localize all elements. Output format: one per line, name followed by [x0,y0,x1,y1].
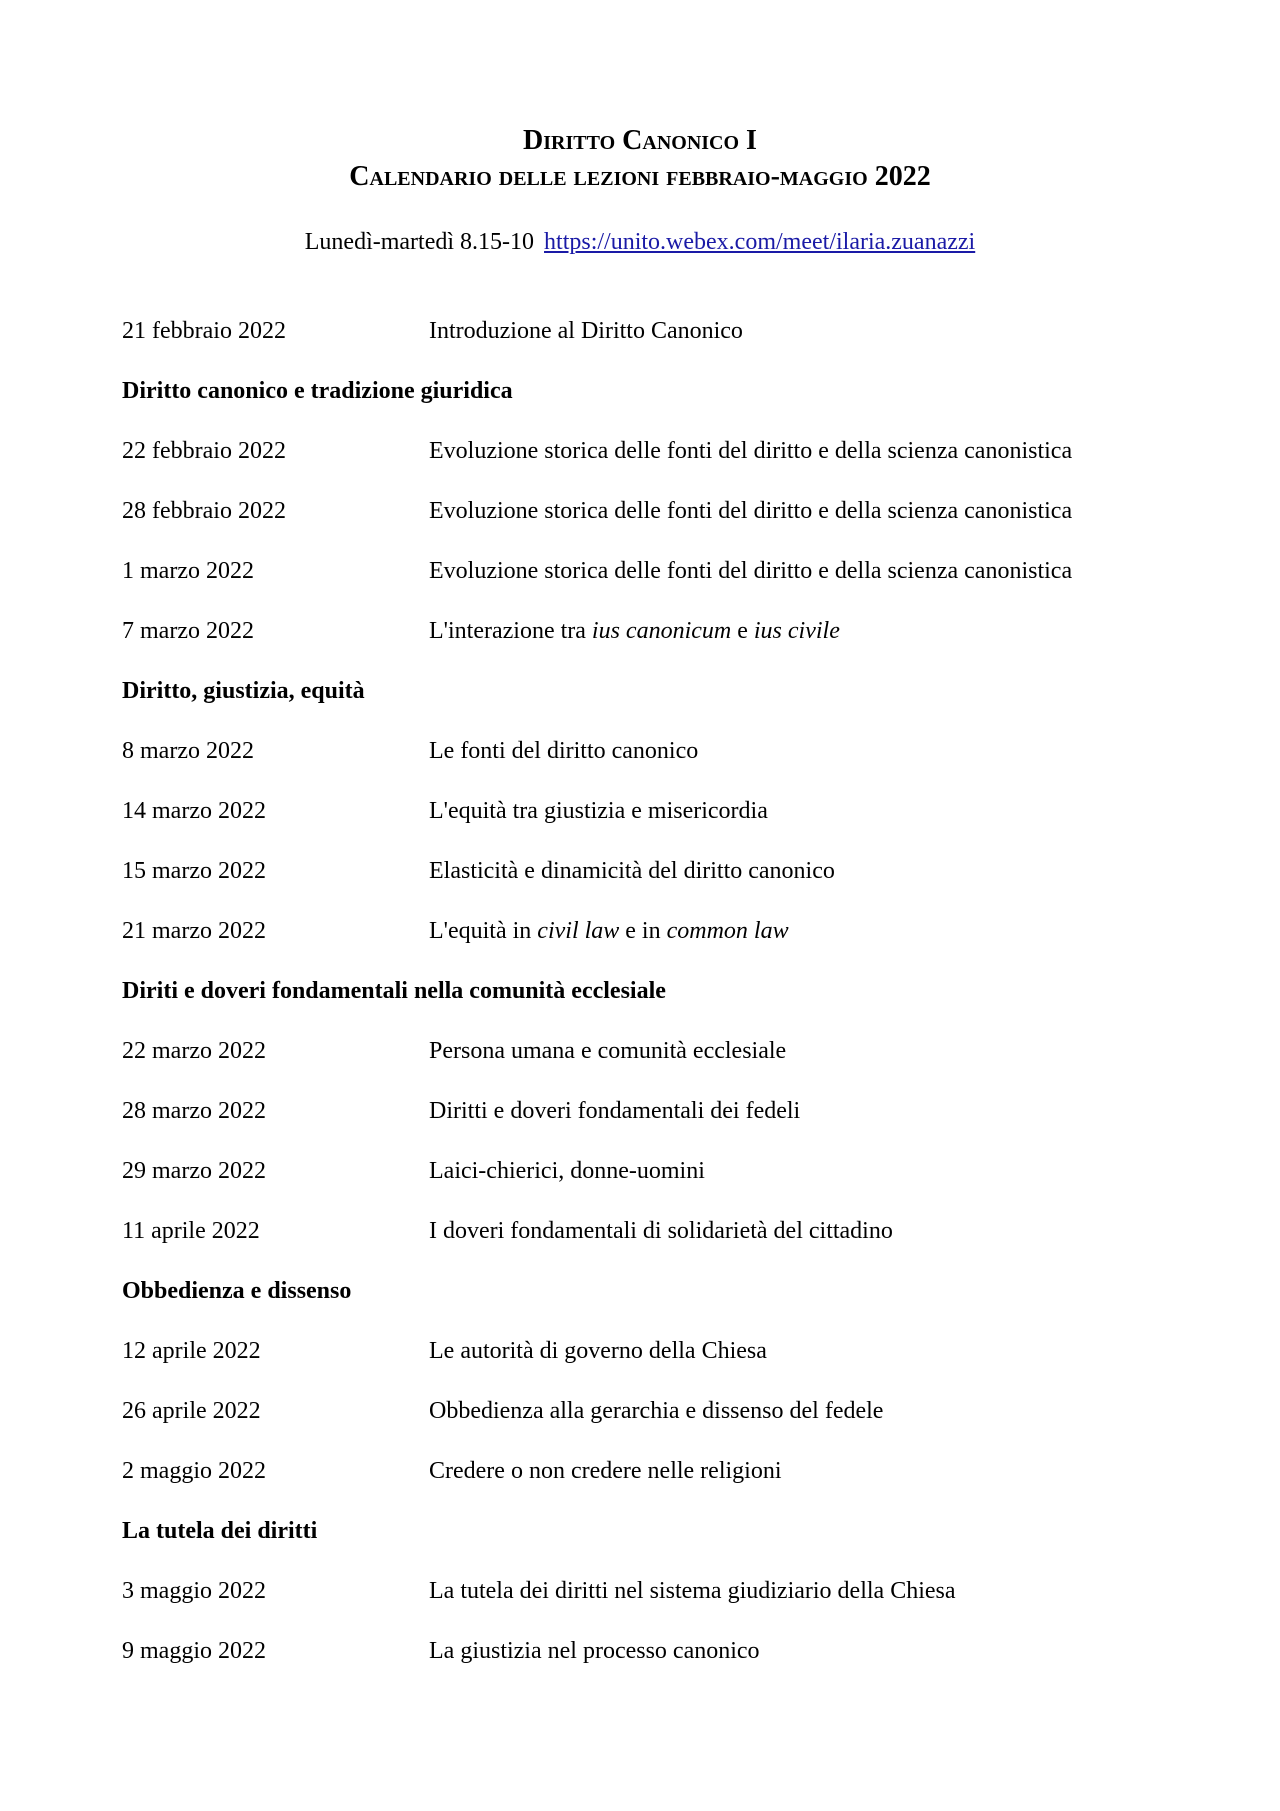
lesson-date: 3 maggio 2022 [122,1578,266,1604]
lesson-date: 29 marzo 2022 [122,1158,266,1184]
lesson-date: 28 marzo 2022 [122,1098,266,1124]
document-subtitle: Calendario delle lezioni febbraio-maggio 2022 [349,161,931,192]
lesson-topic [429,915,789,947]
lesson-date: 15 marzo 2022 [122,858,266,884]
lesson-date: 12 aprile 2022 [122,1338,261,1364]
lesson-date: 21 febbraio 2022 [122,318,286,344]
lesson-row [122,1215,1182,1247]
lesson-topic: Evoluzione storica delle fonti del diritto e della scienza canonistica [429,438,1073,464]
topic-text: e in [619,918,667,944]
section-heading: Diritto, giustizia, equità [122,678,365,704]
lesson-topic: Credere o non credere nelle religioni [429,1458,782,1484]
topic-text: L'interazione tra [429,618,592,644]
lesson-date: 8 marzo 2022 [122,738,254,764]
lesson-date: 1 marzo 2022 [122,558,254,584]
lesson-date: 22 febbraio 2022 [122,438,286,464]
lesson-topic: Le autorità di governo della Chiesa [429,1338,767,1364]
lesson-date: 22 marzo 2022 [122,1038,266,1064]
lesson-row [122,615,1182,647]
schedule-line [0,227,1280,257]
lesson-row [122,1095,1182,1127]
lesson-date: 14 marzo 2022 [122,798,266,824]
lesson-topic: La tutela dei diritti nel sistema giudiziario della Chiesa [429,1578,956,1604]
topic-text: e [731,618,754,644]
lesson-row [122,1035,1182,1067]
topic-text: L'equità in [429,918,538,944]
topic-italic: ius civile [753,618,840,644]
lesson-date: 26 aprile 2022 [122,1398,261,1424]
lesson-row [122,1455,1182,1487]
lesson-topic: Elasticità e dinamicità del diritto canonico [429,858,835,884]
lesson-topic: Obbedienza alla gerarchia e dissenso del fedele [429,1398,884,1424]
lesson-date: 21 marzo 2022 [122,918,266,944]
schedule-text: Lunedì-martedì 8.15-10 [304,229,535,255]
lesson-topic: Laici-chierici, donne-uomini [429,1158,705,1184]
lesson-row [122,315,1182,347]
lesson-row [122,795,1182,827]
lesson-topic: Persona umana e comunità ecclesiale [429,1038,787,1064]
section-heading: La tutela dei diritti [122,1518,318,1544]
document-title: Diritto Canonico I [523,125,757,156]
lesson-row [122,435,1182,467]
lesson-topic: Evoluzione storica delle fonti del diritto e della scienza canonistica [429,558,1073,584]
topic-italic: civil law [537,918,620,944]
lesson-topic [429,615,840,647]
lesson-row [122,1395,1182,1427]
lesson-row [122,1335,1182,1367]
lesson-topic: Le fonti del diritto canonico [429,738,699,764]
section-heading: Obbedienza e dissenso [122,1278,352,1304]
lesson-date: 7 marzo 2022 [122,618,254,644]
topic-italic: ius canonicum [591,618,732,644]
lesson-date: 11 aprile 2022 [122,1218,260,1244]
lesson-topic: Evoluzione storica delle fonti del diritto e della scienza canonistica [429,498,1073,524]
lesson-row [122,1155,1182,1187]
lesson-date: 2 maggio 2022 [122,1458,266,1484]
lesson-date: 28 febbraio 2022 [122,498,286,524]
topic-italic: common law [666,918,789,944]
lesson-topic: La giustizia nel processo canonico [429,1638,760,1664]
lesson-topic: Introduzione al Diritto Canonico [429,318,743,344]
lesson-topic: I doveri fondamentali di solidarietà del cittadino [429,1218,893,1244]
lesson-row [122,915,1182,947]
lesson-date: 9 maggio 2022 [122,1638,266,1664]
lesson-topic: L'equità tra giustizia e misericordia [429,798,768,824]
lesson-topic: Diritti e doveri fondamentali dei fedeli [429,1098,801,1124]
lesson-row [122,855,1182,887]
webex-link[interactable]: https://unito.webex.com/meet/ilaria.zuanazzi [544,229,976,255]
section-heading: Diritto canonico e tradizione giuridica [122,378,513,404]
lesson-row [122,735,1182,767]
lesson-row [122,495,1182,527]
lesson-row [122,555,1182,587]
section-heading: Diriti e doveri fondamentali nella comunità ecclesiale [122,978,666,1004]
lesson-row [122,1575,1182,1607]
lesson-row [122,1635,1182,1667]
